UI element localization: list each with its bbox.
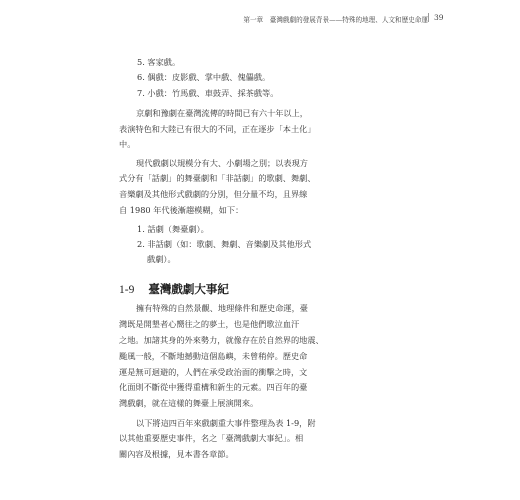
- paragraph-line: 化面則不斷從中獲得重構和新生的元素。四百年的臺: [119, 382, 308, 392]
- paragraph-line: 式分有「話劇」的舞臺劇和「非話劇」的歌劇、舞劇、: [119, 173, 316, 183]
- paragraph-line: 以下將這四百年來戲劇重大事件整理為表 1-9，附: [136, 418, 316, 428]
- paragraph-line: 京劇和豫劇在臺灣流傳的時間已有六十年以上，: [136, 108, 308, 118]
- paragraph-line: 颱風一般，不斷地撼動這個島嶼，未曾稍停。歷史命: [119, 351, 308, 361]
- paragraph-line: 自 1980 年代後漸趨模糊，如下：: [119, 205, 244, 215]
- list-item: 5. 客家戲。: [137, 57, 181, 67]
- paragraph-line: 灣既是開墾者心嚮往之的夢土，也是他們歌泣血汗: [119, 319, 300, 329]
- paragraph-line: 現代戲劇以規模分有大、小劇場之別；以表現方: [136, 158, 308, 168]
- section-heading: [119, 282, 229, 297]
- paragraph-line: 表演特色和大陸已有很大的不同，正在逐步「本土化」: [119, 124, 316, 134]
- running-title: 第一章 臺灣戲劇的發展背景——特殊的地理、人文和歷史命運: [243, 16, 428, 24]
- paragraph-line: 關內容及根據，見本書各章節。: [119, 449, 234, 459]
- paragraph-line: 之地。加諸其身的外來勢力，就像存在於自然界的地震、: [119, 335, 324, 345]
- paragraph-line: 以其他重要歷史事件，名之「臺灣戲劇大事紀」。相: [119, 433, 304, 443]
- running-header: [240, 14, 428, 24]
- section-title: 臺灣戲劇大事紀: [148, 282, 229, 296]
- list-item: 2. 非話劇（如：歌劇、舞劇、音樂劇及其他形式: [137, 239, 312, 249]
- paragraph-line: 運是無可迴避的，人們在承受政治面的衝擊之時，文: [119, 367, 308, 377]
- paragraph-line: 灣戲劇，就在這樣的舞臺上展演開來。: [119, 398, 259, 408]
- paragraph-line: 中。: [119, 139, 136, 149]
- paragraph-line: 音樂劇及其他形式戲劇的分別，但分量不均，且界線: [119, 189, 308, 199]
- paragraph-line: 擁有特殊的自然景觀、地理條件和歷史命運，臺: [136, 303, 308, 313]
- list-item: 1. 話劇（舞臺劇）。: [137, 224, 209, 234]
- list-item: 戲劇）。: [147, 254, 176, 264]
- list-item: 7. 小戲：竹馬戲、車鼓弄、採茶戲等。: [137, 88, 279, 98]
- list-item: 6. 偶戲：皮影戲、掌中戲、傀儡戲。: [137, 72, 271, 82]
- page-number: 39: [428, 13, 444, 22]
- section-number: 1-9: [119, 284, 135, 296]
